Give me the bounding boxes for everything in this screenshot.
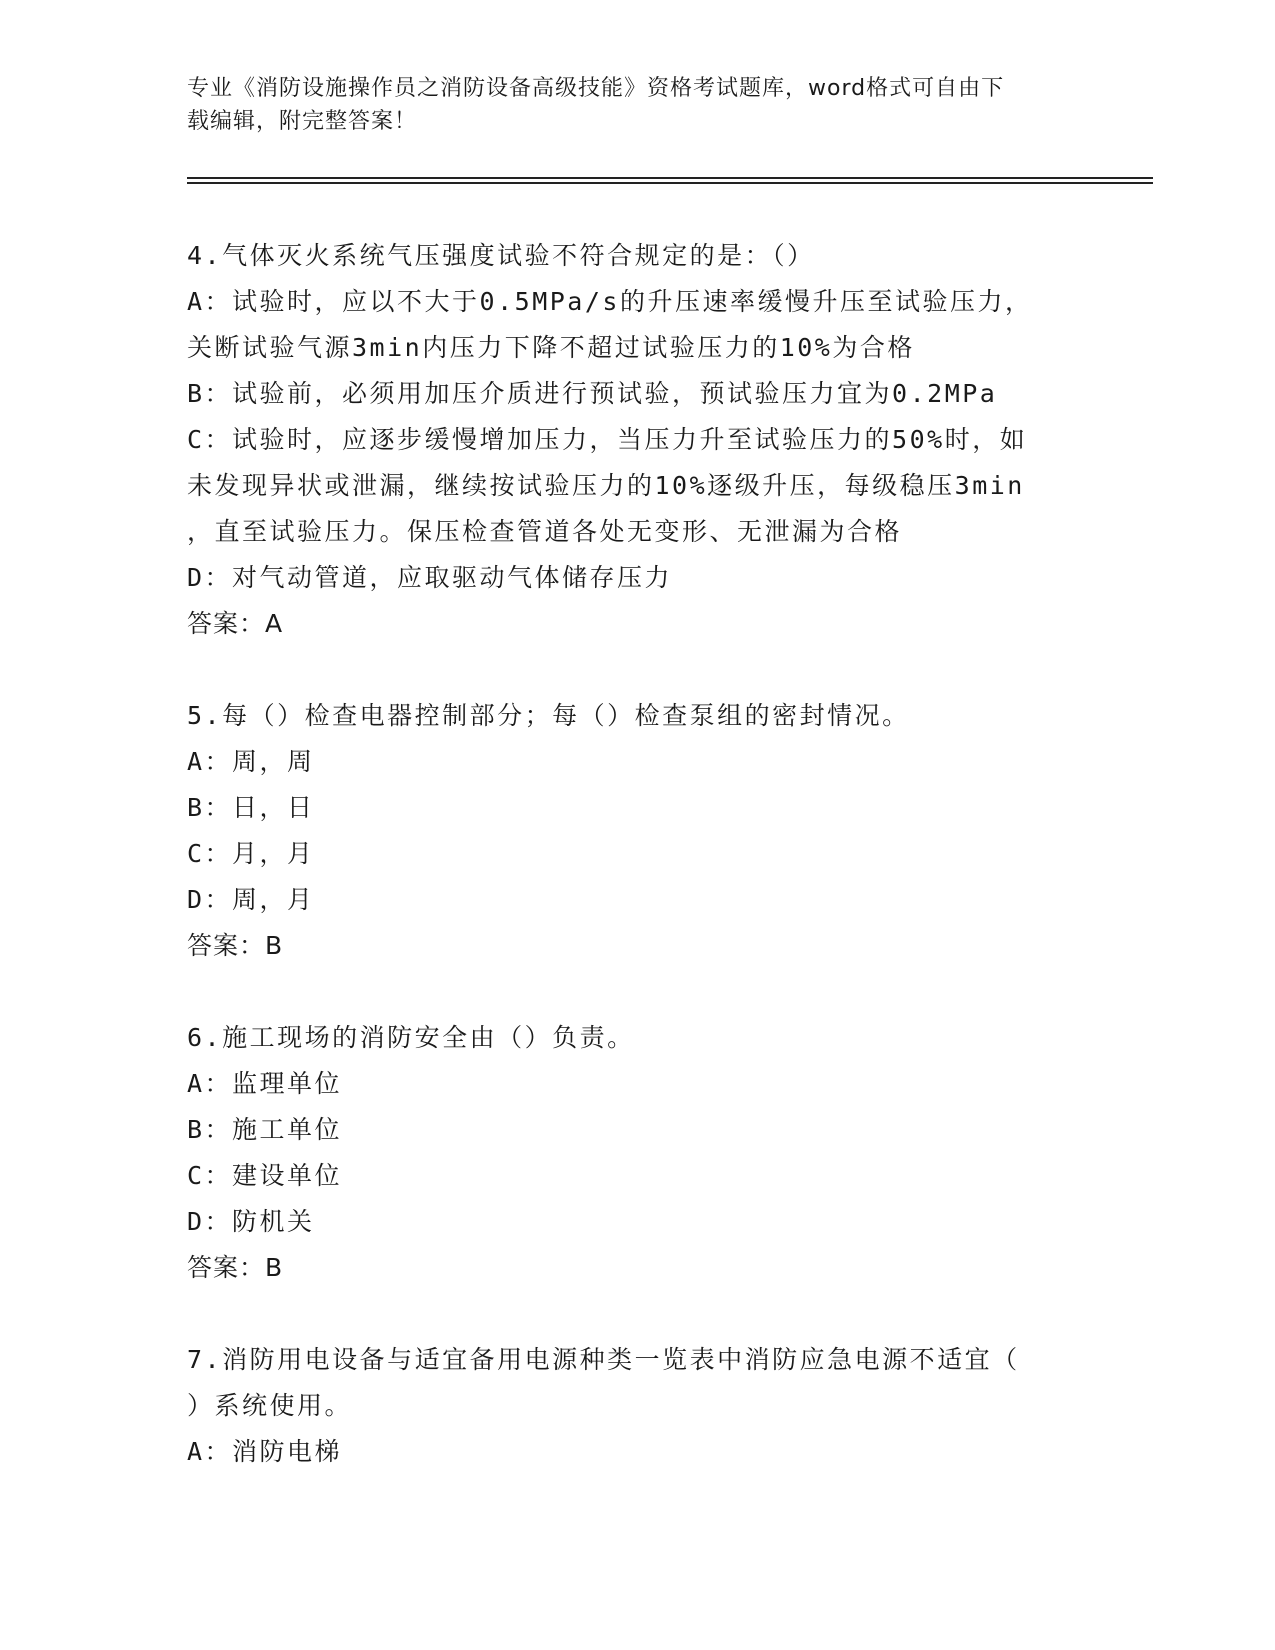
option-line: D：对气动管道，应取驱动气体储存压力 — [187, 563, 673, 592]
question-stem: 7.消防用电设备与适宜备用电源种类一览表中消防应急电源不适宜（ — [187, 1345, 1020, 1374]
header-divider-top — [187, 177, 1153, 179]
question-stem: 4.气体灭火系统气压强度试验不符合规定的是：（） — [187, 241, 815, 270]
option-line: A：试验时，应以不大于0.5MPa/s的升压速率缓慢升压至试验压力， — [187, 287, 1033, 316]
option-line: C：建设单位 — [187, 1161, 343, 1190]
option-line: D：周，月 — [187, 885, 315, 914]
option-line: B：试验前，必须用加压介质进行预试验，预试验压力宜为0.2MPa — [187, 379, 998, 408]
option-line: A：消防电梯 — [187, 1437, 343, 1466]
answer-label: 答案：B — [187, 1253, 284, 1282]
option-line: A：周，周 — [187, 747, 315, 776]
header-line-1: 专业《消防设施操作员之消防设备高级技能》资格考试题库，word格式可自由下 — [187, 76, 1005, 101]
question-5 — [187, 693, 1067, 969]
option-line: B：日，日 — [187, 793, 315, 822]
question-6 — [187, 1015, 1067, 1291]
document-header — [187, 72, 1067, 138]
header-divider-bottom — [187, 182, 1153, 184]
question-stem: ）系统使用。 — [187, 1391, 353, 1420]
option-line: 关断试验气源3min内压力下降不超过试验压力的10%为合格 — [187, 333, 915, 362]
option-line: B：施工单位 — [187, 1115, 343, 1144]
question-stem: 5.每（）检查电器控制部分；每（）检查泵组的密封情况。 — [187, 701, 910, 730]
header-line-2: 载编辑，附完整答案！ — [187, 109, 418, 134]
question-stem: 6.施工现场的消防安全由（）负责。 — [187, 1023, 635, 1052]
question-list — [187, 233, 1067, 1521]
answer-label: 答案：B — [187, 931, 284, 960]
option-line: 未发现异状或泄漏，继续按试验压力的10%逐级升压，每级稳压3min — [187, 471, 1025, 500]
option-line: C：试验时，应逐步缓慢增加压力，当压力升至试验压力的50%时，如 — [187, 425, 1028, 454]
question-4 — [187, 233, 1067, 647]
answer-label: 答案：A — [187, 609, 284, 638]
option-line: D：防机关 — [187, 1207, 315, 1236]
option-line: A：监理单位 — [187, 1069, 343, 1098]
option-line: ，直至试验压力。保压检查管道各处无变形、无泄漏为合格 — [187, 517, 903, 546]
option-line: C：月，月 — [187, 839, 315, 868]
question-7 — [187, 1337, 1067, 1475]
